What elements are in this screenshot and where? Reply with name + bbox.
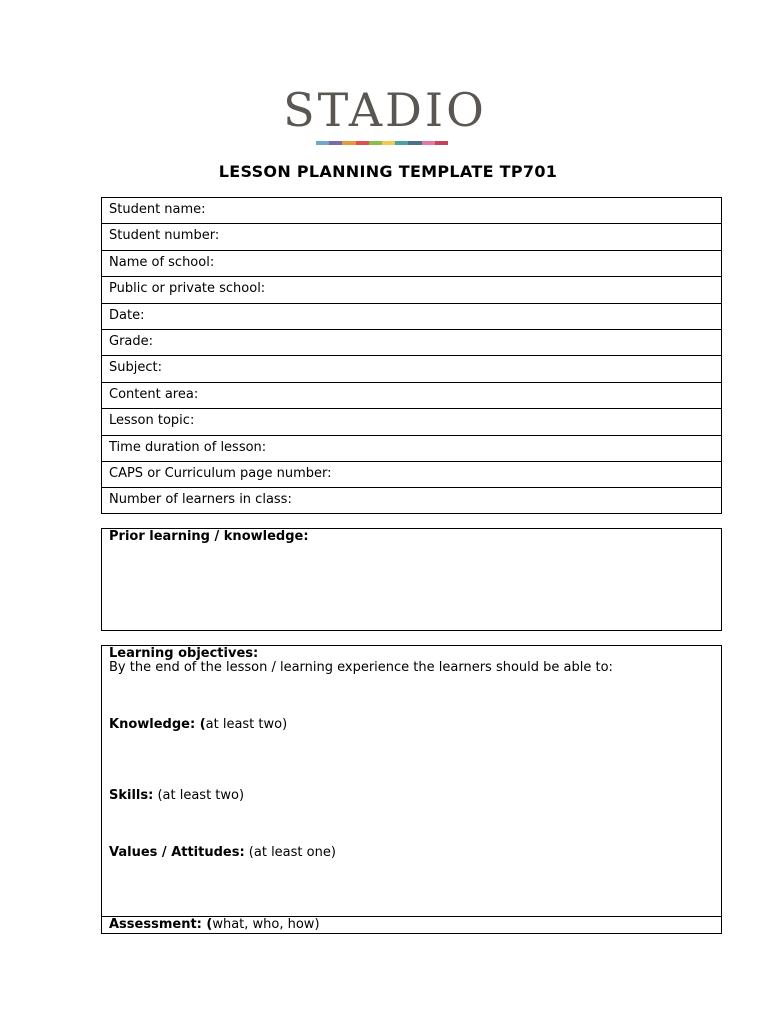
info-row: Lesson topic: xyxy=(102,409,721,435)
info-row: Public or private school: xyxy=(102,277,721,303)
logo-color-stripe xyxy=(316,141,448,145)
prior-learning-label: Prior learning / knowledge: xyxy=(109,529,309,544)
knowledge-note: at least two) xyxy=(205,717,288,732)
knowledge-label: Knowledge: ( xyxy=(109,717,206,732)
stripe-segment xyxy=(395,141,408,145)
assessment-line xyxy=(109,918,320,932)
logo-wordmark: STADIO xyxy=(283,83,487,137)
stripe-segment xyxy=(329,141,342,145)
info-row: Date: xyxy=(102,304,721,330)
assessment-note: what, who, how) xyxy=(212,917,320,932)
objectives-label: Learning objectives: xyxy=(109,646,259,661)
info-row: Content area: xyxy=(102,383,721,409)
values-note: (at least one) xyxy=(244,845,336,860)
values-line xyxy=(109,845,336,860)
stripe-segment xyxy=(342,141,355,145)
objectives-intro: By the end of the lesson / learning experience the learners should be able to: xyxy=(109,660,613,675)
stripe-segment xyxy=(422,141,435,145)
stripe-segment xyxy=(435,141,448,145)
values-label: Values / Attitudes: xyxy=(109,845,245,860)
info-row: Time duration of lesson: xyxy=(102,436,721,462)
stripe-segment xyxy=(408,141,421,145)
page-title: LESSON PLANNING TEMPLATE TP701 xyxy=(218,162,558,181)
stadio-logo xyxy=(272,84,498,148)
stripe-segment xyxy=(382,141,395,145)
info-row: Student number: xyxy=(102,224,721,250)
info-row: Name of school: xyxy=(102,251,721,277)
skills-label: Skills: xyxy=(109,788,154,803)
info-row: Number of learners in class: xyxy=(109,492,292,508)
stripe-segment xyxy=(316,141,329,145)
info-row: Subject: xyxy=(102,356,721,382)
skills-line xyxy=(109,788,244,803)
stripe-segment xyxy=(369,141,382,145)
skills-note: (at least two) xyxy=(153,788,245,803)
stripe-segment xyxy=(356,141,369,145)
info-row: Grade: xyxy=(102,330,721,356)
prior-learning-box xyxy=(101,528,722,631)
objectives-label-wrap xyxy=(109,646,258,661)
info-row: Student name: xyxy=(102,198,721,224)
knowledge-line xyxy=(109,717,287,732)
info-row: CAPS or Curriculum page number: xyxy=(102,462,721,488)
student-info-table xyxy=(101,197,722,514)
learning-objectives-box xyxy=(101,645,722,934)
assessment-label: Assessment: ( xyxy=(109,917,213,932)
